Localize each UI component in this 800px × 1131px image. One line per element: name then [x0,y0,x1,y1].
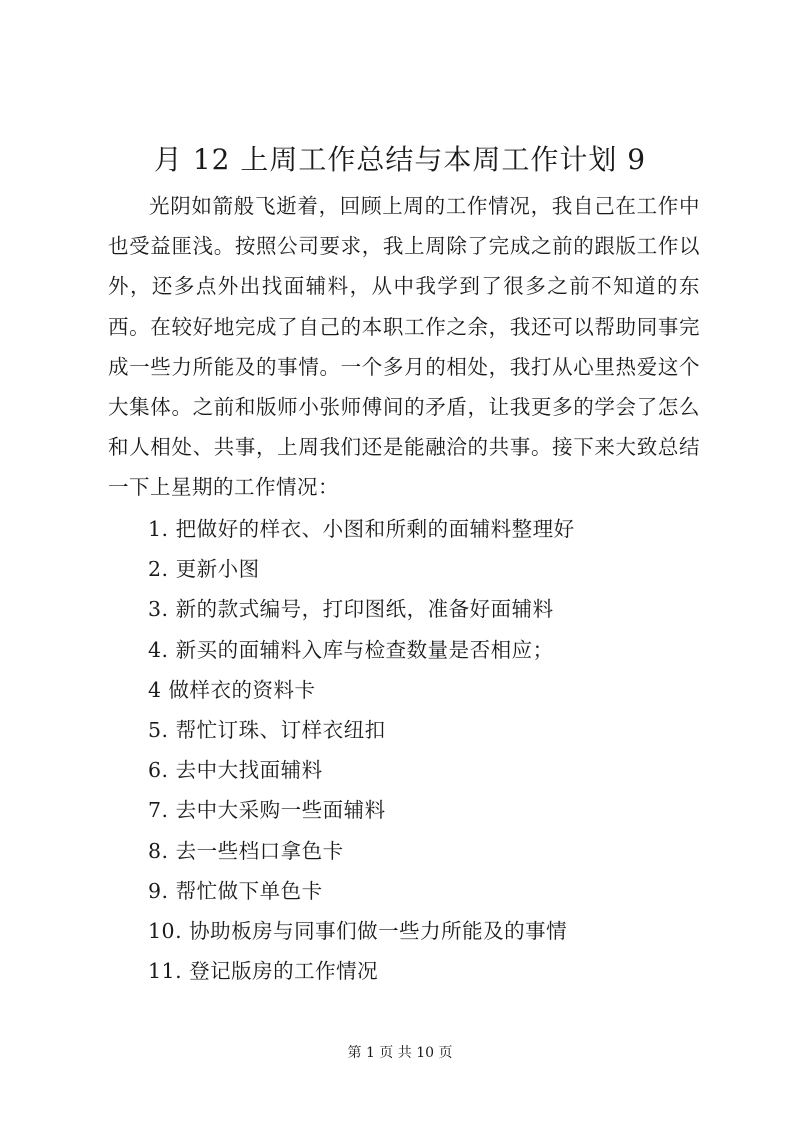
page-number-footer: 第 1 页 共 10 页 [347,1045,453,1061]
list-item: 8. 去一些档口拿色卡 [148,838,344,863]
list-item: 6. 去中大找面辅料 [148,758,323,783]
list-item: 4. 新买的面辅料入库与检查数量是否相应； [148,637,554,662]
list-item: 2. 更新小图 [148,557,260,582]
list-item: 10. 协助板房与同事们做一些力所能及的事情 [148,918,568,943]
list-item: 1. 把做好的样衣、小图和所剩的面辅料整理好 [148,517,575,541]
list-item: 11. 登记版房的工作情况 [148,959,379,984]
intro-paragraph: 光阴如箭般飞逝着，回顾上周的工作情况，我自己在工作中也受益匪浅。按照公司要求，我上周除了完成之前的跟版工作以外，还多点外出找面辅料，从中我学到了很多之前不知道的东西。在较好地完成了自己的本职工作之余，我还可以帮助同事完成一些力所能及的事情。一个多月的相处，我打从心里热爱这个大集体。之前和版师小张师傅间的矛盾，让我更多的学会了怎么和人相处、共事，上周我们还是能融洽的共事。接下来大致总结一下上星期的工作情况： [108,194,700,500]
list-item: 9. 帮忙做下单色卡 [148,878,323,903]
document-title: 月 12 上周工作总结与本周工作计划 9 [153,143,647,176]
list-item: 3. 新的款式编号，打印图纸，准备好面辅料 [148,597,554,622]
list-item: 4 做样衣的资料卡 [148,677,316,702]
task-list [148,509,708,991]
list-item: 5. 帮忙订珠、订样衣纽扣 [148,717,386,742]
list-item: 7. 去中大采购一些面辅料 [148,798,386,823]
